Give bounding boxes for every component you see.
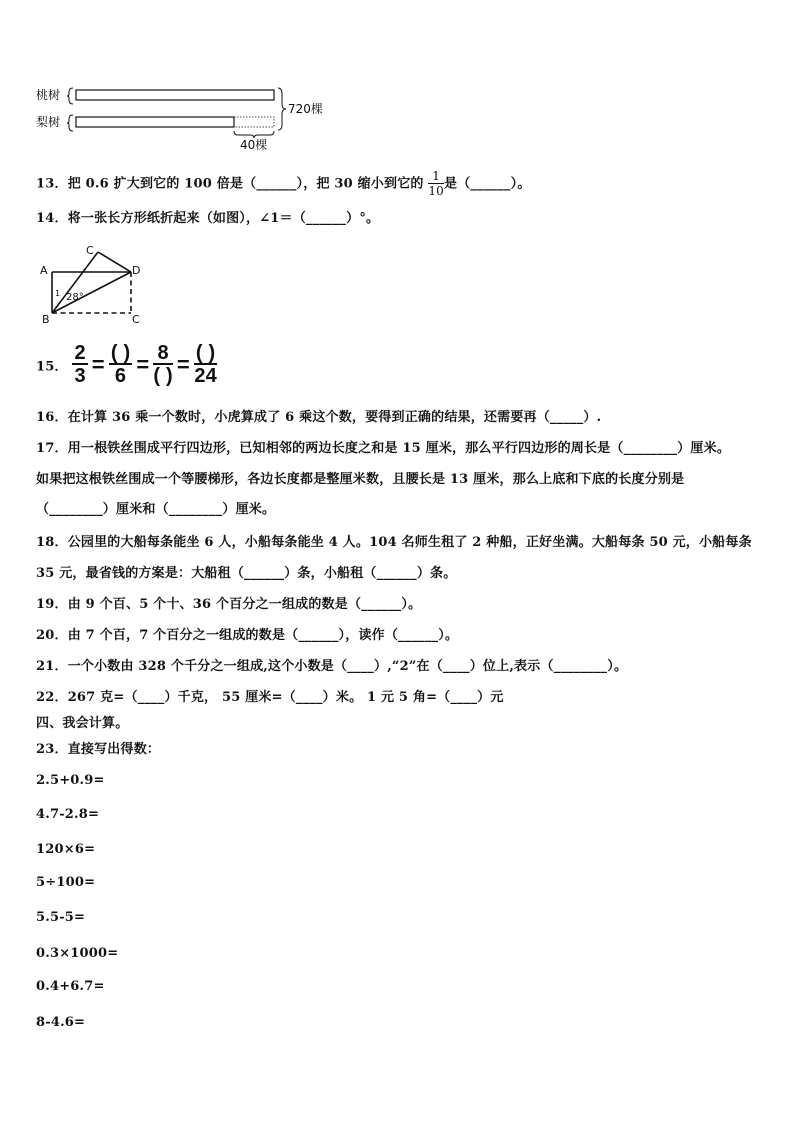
- question-16: 16．在计算 36 乘一个数时，小虎算成了 6 乘这个数，要得到正确的结果，还需要再（_____）.: [36, 410, 602, 425]
- flap-edge-2: [98, 252, 131, 272]
- calc-item: 5÷100=: [36, 875, 96, 890]
- question-21: 21．一个小数由 328 个千分之一组成,这个小数是（____）,“2”在（____）位上,表示（________）。: [36, 659, 628, 674]
- question-15: [36, 343, 217, 387]
- calc-item: 0.3×1000=: [36, 946, 119, 961]
- question-13-text-1: 把 0.6 扩大到它的 100 倍是（______），把 30 缩小到它的: [67, 176, 424, 192]
- fraction-numerator: ( ): [110, 342, 131, 364]
- total-brace: [278, 88, 286, 130]
- fraction-denominator: 24: [194, 365, 217, 387]
- pear-label: 梨树: [36, 115, 61, 129]
- question-17-line-1: 17．用一根铁丝围成平行四边形，已知相邻的两边长度之和是 15 厘米，那么平行四边形的周长是（________）厘米。: [36, 441, 731, 456]
- calc-item: 8-4.6=: [36, 1015, 86, 1030]
- fraction-numerator: 8: [153, 343, 172, 365]
- fraction-blank-24: [194, 343, 217, 387]
- diff-label: 40棵: [240, 138, 268, 152]
- fraction-denominator: 3: [74, 365, 86, 387]
- section-heading-calculation: 四、我会计算。: [36, 716, 129, 731]
- fraction-2-3: [72, 343, 87, 387]
- label-B: B: [42, 313, 50, 326]
- folded-rectangle-diagram: [36, 240, 156, 326]
- question-18-line-1: 18．公园里的大船每条能坐 6 人，小船每条能坐 4 人。104 名师生租了 2 种船，正好坐满。大船每条 50 元，小船每条: [36, 535, 752, 550]
- question-20: 20．由 7 个百，7 个百分之一组成的数是（______），读作（______）。: [36, 628, 459, 643]
- label-A: A: [40, 264, 48, 277]
- question-14: 14．将一张长方形纸折起来（如图），∠1＝（______）°。: [36, 211, 380, 226]
- peach-label: 桃树: [36, 88, 61, 102]
- fraction-numerator: 1: [428, 170, 444, 184]
- fraction-denominator: 6: [114, 365, 127, 387]
- fraction-8-blank: [153, 343, 172, 387]
- flap-edge-1: [52, 252, 98, 313]
- pear-bar: [76, 117, 234, 127]
- question-18-line-2: 35 元，最省钱的方案是：大船租（______）条，小船租（______）条。: [36, 566, 457, 581]
- peach-bar: [76, 90, 274, 100]
- calc-item: 5.5-5=: [36, 910, 86, 925]
- fraction-numerator: ( ): [195, 342, 216, 364]
- question-13: [36, 170, 531, 198]
- question-22: 22．267 克=（____）千克， 55 厘米=（____）米。 1 元 5 角=（____）元: [36, 690, 504, 705]
- calc-item: 0.4+6.7=: [36, 979, 105, 994]
- label-C-top: C: [86, 244, 94, 257]
- label-D: D: [132, 264, 141, 277]
- question-13-text-2: 是（______）。: [444, 176, 531, 192]
- calc-item: 4.7-2.8=: [36, 807, 100, 822]
- equals-sign: =: [91, 352, 105, 377]
- equals-sign: =: [176, 352, 190, 377]
- fraction-numerator: 2: [74, 342, 86, 364]
- pear-brace: [67, 115, 73, 131]
- question-23: 23．直接写出得数：: [36, 742, 161, 757]
- fraction-blank-6: [109, 343, 132, 387]
- diff-brace: [234, 131, 274, 138]
- fold-line: [52, 272, 131, 313]
- total-label: 720棵: [288, 102, 323, 116]
- fraction-denominator: ( ): [153, 365, 173, 387]
- question-15-number: 15．: [36, 359, 68, 375]
- tree-bar-diagram: [34, 82, 334, 152]
- angle-1-label: 1: [55, 289, 61, 298]
- equals-sign: =: [136, 352, 150, 377]
- question-13-number: 13．: [36, 176, 68, 192]
- calc-item: 2.5+0.9=: [36, 773, 105, 788]
- fraction-one-tenth: [428, 170, 444, 198]
- question-19: 19．由 9 个百、5 个十、36 个百分之一组成的数是（______）。: [36, 597, 422, 612]
- angle-value-label: 28°: [66, 292, 84, 303]
- question-17-line-2: 如果把这根铁丝围成一个等腰梯形，各边长度都是整厘米数，且腰长是 13 厘米，那么上底和下底的长度分别是: [36, 472, 685, 487]
- pear-dotted-extension: [234, 117, 274, 127]
- peach-brace: [67, 88, 73, 104]
- fraction-denominator: 10: [428, 184, 445, 198]
- calc-item: 120×6=: [36, 842, 96, 857]
- label-C-bottom: C: [132, 313, 140, 326]
- question-17-line-3: （________）厘米和（________）厘米。: [36, 502, 276, 517]
